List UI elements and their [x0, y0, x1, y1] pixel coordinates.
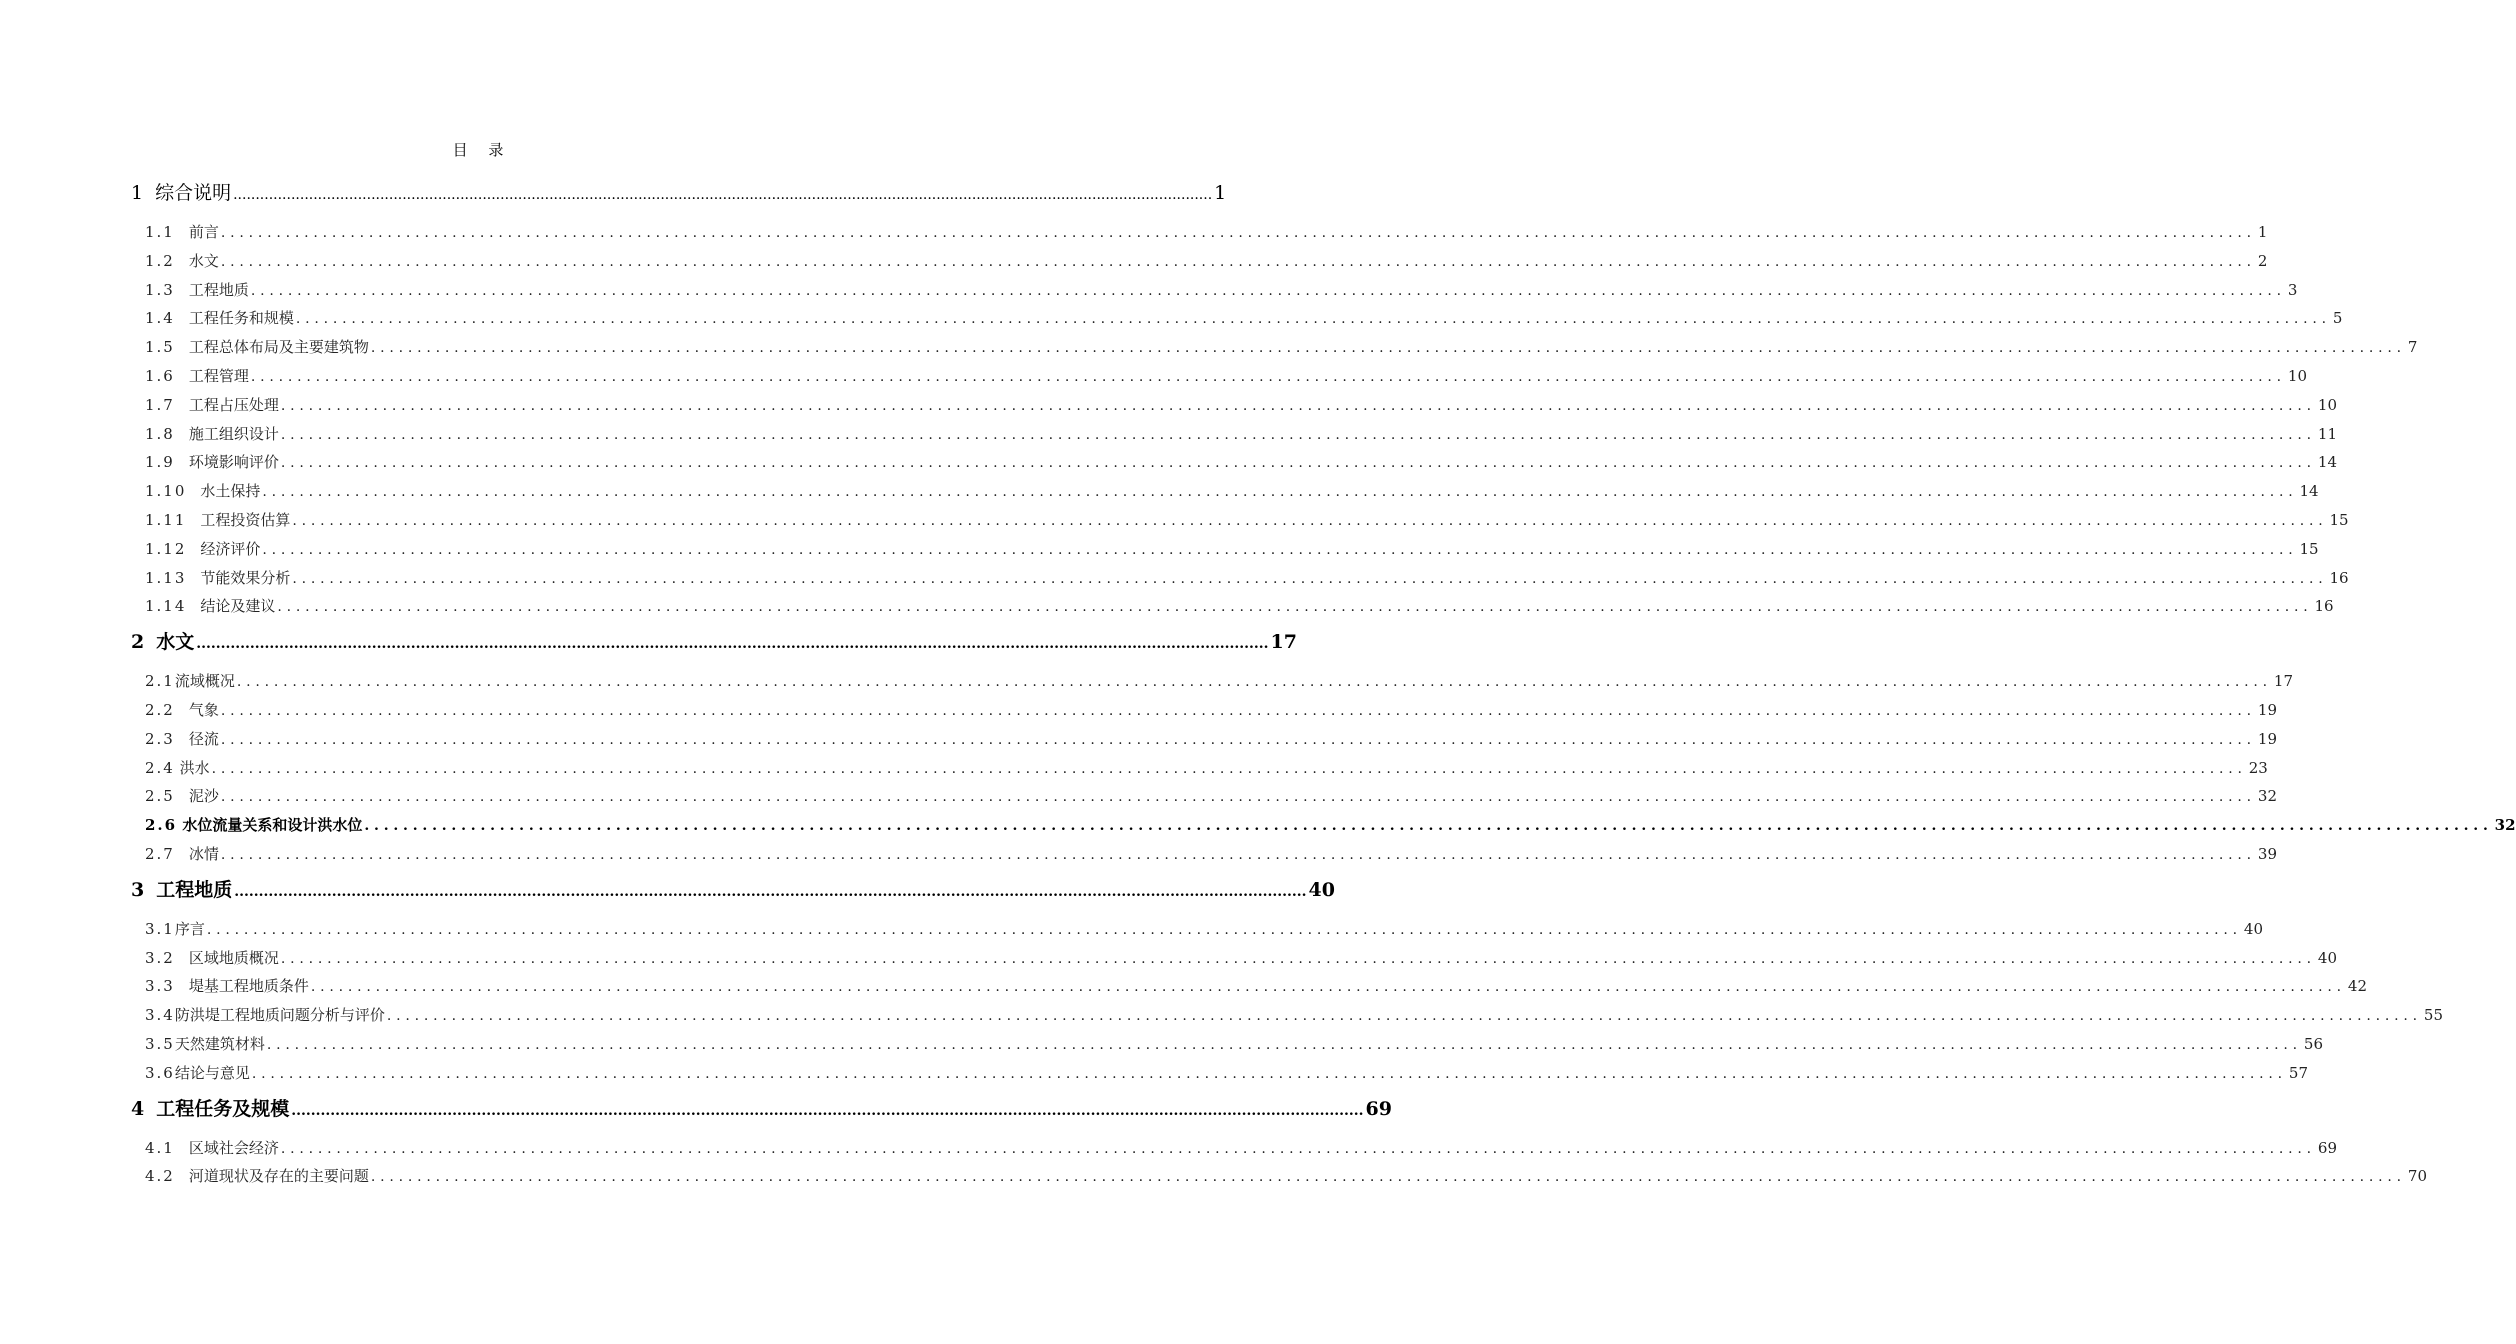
dot-leader: ............................................................................................................................................................................................................................ — [280, 950, 2316, 967]
toc-entry-number: 1.13 — [145, 568, 187, 587]
toc-entry-number: 1.1 — [145, 223, 175, 241]
toc-entry-label — [145, 477, 260, 506]
toc-entry-page-number: 3 — [2287, 280, 2298, 299]
toc-entry-number: 4.2 — [145, 1167, 175, 1186]
toc-section-entry[interactable] — [131, 696, 2278, 725]
toc-section-entry[interactable] — [131, 362, 2308, 391]
toc-entry-number: 1.5 — [145, 338, 175, 357]
toc-section-entry[interactable] — [131, 218, 2268, 247]
toc-chapter-entry[interactable] — [131, 871, 1335, 909]
toc-entry-label — [145, 915, 205, 944]
dot-leader: ............................................................................................................................................................................................................................ — [370, 340, 2406, 357]
toc-entry-number: 2.7 — [145, 844, 175, 863]
toc-entry-title: 水土保持 — [200, 482, 261, 501]
toc-entry-label — [145, 1059, 250, 1088]
toc-entry-page-number: 19 — [2257, 700, 2278, 719]
toc-section-entry[interactable] — [131, 448, 2338, 477]
toc-entry-title: 径流 — [188, 729, 219, 748]
toc-entry-number: 2.3 — [145, 729, 175, 748]
toc-entry-label — [145, 840, 219, 869]
toc-entry-title: 前言 — [188, 223, 219, 241]
toc-entry-number: 3.5 — [145, 1034, 175, 1053]
toc-entry-number: 1.10 — [145, 482, 187, 501]
toc-section-entry[interactable] — [131, 592, 2334, 621]
toc-entry-number: 2 — [131, 631, 145, 654]
dot-leader: ............................................................................................................................................................................................................................ — [206, 921, 2242, 938]
toc-section-entry[interactable] — [131, 667, 2294, 696]
toc-entry-label — [131, 871, 232, 909]
toc-entry-label — [145, 1001, 385, 1030]
toc-entry-label — [145, 667, 235, 696]
table-of-contents — [131, 172, 2516, 1191]
toc-entry-label — [145, 362, 249, 391]
toc-section-entry[interactable] — [131, 333, 2418, 362]
toc-entry-number: 1.2 — [145, 251, 175, 270]
toc-entry-number: 2.6 — [145, 816, 178, 835]
dot-leader: ............................................................................................................................................................................................................................ — [295, 311, 2331, 328]
toc-entry-title: 工程占压处理 — [188, 395, 279, 414]
toc-entry-page-number: 55 — [2423, 1006, 2444, 1025]
dot-leader: ............................................................................................................................................................................................................................ — [262, 484, 2298, 501]
toc-chapter-entry[interactable] — [131, 174, 1227, 212]
toc-title: 目 录 — [452, 141, 512, 159]
toc-entry-page-number: 40 — [2243, 919, 2264, 938]
toc-entry-number: 4 — [131, 1097, 145, 1120]
toc-entry-number: 3.4 — [145, 1006, 175, 1025]
toc-entry-page-number: 70 — [2407, 1167, 2428, 1186]
dot-leader: ............................................................................................................................................................................................................................ — [233, 187, 1213, 203]
toc-entry-title: 气象 — [188, 700, 219, 719]
dot-leader: ............................................................................................................................................................................................................................ — [370, 1169, 2406, 1186]
toc-section-entry[interactable] — [131, 782, 2278, 811]
toc-entry-page-number: 23 — [2248, 758, 2268, 777]
dot-leader: ............................................................................................................................................................................................................................ — [236, 674, 2272, 691]
toc-entry-page-number: 14 — [2299, 482, 2319, 501]
toc-entry-page-number: 5 — [2332, 309, 2343, 328]
dot-leader: ............................................................................................................................................................................................................................ — [220, 731, 2256, 748]
toc-entry-title: 洪水 — [179, 758, 210, 777]
toc-entry-title: 工程总体布局及主要建筑物 — [188, 338, 369, 357]
toc-entry-label — [145, 218, 219, 247]
toc-entry-label — [145, 535, 260, 564]
toc-entry-title: 工程地质 — [156, 878, 233, 901]
toc-entry-number: 1.7 — [145, 395, 175, 414]
toc-entry-page-number: 40 — [2317, 948, 2338, 967]
dot-leader: ............................................................................................................................................................................................................................ — [251, 1065, 2287, 1082]
toc-entry-label — [145, 696, 219, 725]
toc-entry-title: 水位流量关系和设计洪水位 — [182, 816, 363, 835]
toc-entry-label — [145, 972, 309, 1001]
toc-entry-page-number: 40 — [1308, 878, 1335, 901]
toc-entry-title: 堤基工程地质条件 — [188, 977, 309, 996]
toc-entry-number: 1.12 — [145, 539, 187, 558]
toc-chapter-entry[interactable] — [131, 1090, 1392, 1128]
toc-entry-page-number: 39 — [2257, 844, 2278, 863]
toc-entry-page-number: 1 — [1214, 182, 1227, 204]
toc-entry-number: 3 — [131, 878, 145, 901]
toc-entry-number: 2.2 — [145, 700, 175, 719]
toc-entry-label — [131, 623, 194, 661]
toc-entry-number: 2.5 — [145, 787, 175, 806]
toc-section-entry[interactable] — [131, 1162, 2428, 1191]
toc-section-entry[interactable] — [131, 1030, 2324, 1059]
dot-leader: ............................................................................................................................................................................................................................ — [220, 253, 2256, 270]
toc-entry-page-number: 11 — [2317, 424, 2338, 443]
toc-entry-label — [145, 333, 369, 362]
dot-leader: ............................................................................................................................................................................................................................ — [292, 570, 2328, 587]
toc-entry-title: 工程投资估算 — [200, 510, 291, 529]
toc-entry-title: 节能效果分析 — [200, 568, 291, 587]
toc-entry-title: 冰情 — [188, 844, 219, 863]
toc-entry-page-number: 19 — [2257, 729, 2278, 748]
toc-entry-label — [145, 754, 210, 783]
toc-entry-number: 3.2 — [145, 948, 175, 967]
toc-entry-label — [145, 391, 279, 420]
toc-entry-title: 施工组织设计 — [188, 424, 279, 443]
toc-entry-label — [131, 1090, 289, 1128]
toc-entry-number: 3.6 — [145, 1063, 175, 1082]
toc-entry-number: 3.1 — [145, 919, 175, 938]
toc-section-entry[interactable] — [131, 811, 2516, 840]
toc-entry-page-number: 2 — [2257, 251, 2268, 270]
toc-entry-title: 工程任务和规模 — [188, 309, 294, 328]
dot-leader: ............................................................................................................................................................................................................................ — [220, 225, 2256, 241]
dot-leader: ............................................................................................................................................................................................................................ — [250, 368, 2286, 385]
dot-leader: ............................................................................................................................................................................................................................ — [292, 512, 2328, 529]
toc-section-entry[interactable] — [131, 276, 2298, 305]
toc-entry-page-number: 15 — [2299, 539, 2319, 558]
dot-leader: ............................................................................................................................................................................................................................ — [220, 846, 2256, 863]
toc-entry-title: 区域社会经济 — [188, 1138, 279, 1157]
toc-entry-page-number: 1 — [2257, 223, 2268, 241]
dot-leader: ............................................................................................................................................................................................................................ — [220, 789, 2256, 806]
toc-entry-title: 流域概况 — [174, 672, 235, 691]
toc-entry-title: 工程任务及规模 — [156, 1097, 290, 1120]
toc-entry-page-number: 14 — [2317, 453, 2338, 472]
toc-entry-title: 区域地质概况 — [188, 948, 279, 967]
toc-entry-label — [145, 725, 219, 754]
toc-entry-number: 2.1 — [145, 672, 175, 691]
toc-entry-page-number: 10 — [2287, 366, 2308, 385]
toc-entry-title: 环境影响评价 — [188, 453, 279, 472]
toc-section-entry[interactable] — [131, 915, 2264, 944]
toc-entry-page-number: 16 — [2329, 568, 2349, 587]
toc-entry-page-number: 15 — [2329, 510, 2349, 529]
toc-section-entry[interactable] — [131, 304, 2343, 333]
toc-entry-label — [145, 420, 279, 449]
toc-entry-label — [145, 1030, 265, 1059]
toc-section-entry[interactable] — [131, 1001, 2444, 1030]
dot-leader: ............................................................................................................................................................................................................................ — [262, 541, 2298, 558]
toc-entry-title: 泥沙 — [188, 787, 219, 806]
dot-leader: ............................................................................................................................................................................................................................ — [280, 426, 2316, 443]
toc-entry-label — [145, 1134, 279, 1163]
toc-entry-title: 防洪堤工程地质问题分析与评价 — [174, 1006, 385, 1025]
toc-section-entry[interactable] — [131, 247, 2268, 276]
toc-entry-label — [145, 448, 279, 477]
toc-entry-label — [145, 782, 219, 811]
dot-leader: ............................................................................................................................................................................................................................ — [196, 636, 1269, 653]
toc-entry-page-number: 56 — [2303, 1034, 2324, 1053]
toc-entry-label — [145, 1162, 369, 1191]
toc-section-entry[interactable] — [131, 535, 2319, 564]
toc-entry-number: 3.3 — [145, 977, 175, 996]
toc-entry-page-number: 32 — [2257, 787, 2278, 806]
toc-section-entry[interactable] — [131, 972, 2368, 1001]
dot-leader: ............................................................................................................................................................................................................................ — [220, 702, 2256, 719]
toc-entry-label — [145, 564, 290, 593]
toc-section-entry[interactable] — [131, 754, 2268, 783]
toc-entry-number: 1.9 — [145, 453, 175, 472]
toc-entry-page-number: 57 — [2288, 1063, 2309, 1082]
dot-leader: ............................................................................................................................................................................................................................ — [280, 397, 2316, 414]
toc-entry-page-number: 7 — [2407, 338, 2418, 357]
toc-entry-label — [145, 506, 290, 535]
toc-section-entry[interactable] — [131, 1134, 2338, 1163]
dot-leader: ............................................................................................................................................................................................................................ — [277, 599, 2313, 616]
dot-leader: ............................................................................................................................................................................................................................ — [310, 979, 2346, 996]
toc-entry-number: 1.6 — [145, 366, 175, 385]
toc-entry-page-number: 69 — [1365, 1097, 1392, 1120]
toc-entry-label — [145, 944, 279, 973]
toc-entry-page-number: 16 — [2314, 597, 2334, 616]
toc-entry-page-number: 32 — [2494, 816, 2516, 835]
toc-section-entry[interactable] — [131, 944, 2338, 973]
dot-leader: ............................................................................................................................................................................................................................ — [250, 282, 2286, 299]
toc-section-entry[interactable] — [131, 564, 2349, 593]
toc-section-entry[interactable] — [131, 506, 2349, 535]
dot-leader: ............................................................................................................................................................................................................................ — [280, 1140, 2316, 1157]
toc-entry-title: 工程地质 — [188, 280, 249, 299]
toc-entry-title: 工程管理 — [188, 366, 249, 385]
toc-entry-label — [145, 811, 362, 840]
toc-entry-page-number: 69 — [2317, 1138, 2338, 1157]
dot-leader: ............................................................................................................................................................................................................................ — [291, 1102, 1364, 1119]
toc-entry-title: 水文 — [188, 251, 219, 270]
dot-leader: ............................................................................................................................................................................................................................ — [234, 883, 1307, 900]
toc-section-entry[interactable] — [131, 1059, 2309, 1088]
toc-entry-label — [131, 174, 231, 212]
toc-entry-label — [145, 592, 275, 621]
toc-entry-label — [145, 276, 249, 305]
dot-leader: ............................................................................................................................................................................................................................ — [211, 760, 2247, 777]
toc-entry-number: 1.8 — [145, 424, 175, 443]
toc-entry-number: 1.14 — [145, 597, 187, 616]
toc-section-entry[interactable] — [131, 477, 2319, 506]
toc-entry-number: 1.11 — [145, 510, 187, 529]
toc-entry-title: 水文 — [156, 631, 195, 654]
toc-section-entry[interactable] — [131, 420, 2338, 449]
toc-entry-title: 结论与意见 — [174, 1063, 250, 1082]
dot-leader: ............................................................................................................................................................................................................................ — [266, 1036, 2302, 1053]
toc-entry-title: 序言 — [174, 919, 205, 938]
toc-chapter-entry[interactable] — [131, 623, 1297, 661]
toc-section-entry[interactable] — [131, 840, 2278, 869]
toc-entry-number: 2.4 — [145, 758, 175, 777]
toc-entry-label — [145, 304, 294, 333]
toc-section-entry[interactable] — [131, 725, 2278, 754]
dot-leader: ............................................................................................................................................................................................................................ — [386, 1008, 2422, 1025]
toc-entry-number: 1.3 — [145, 280, 175, 299]
toc-entry-number: 4.1 — [145, 1138, 175, 1157]
toc-entry-title: 结论及建议 — [200, 597, 276, 616]
toc-entry-title: 综合说明 — [155, 182, 232, 204]
toc-entry-page-number: 10 — [2317, 395, 2338, 414]
toc-entry-title: 经济评价 — [200, 539, 261, 558]
toc-section-entry[interactable] — [131, 391, 2338, 420]
dot-leader: ............................................................................................................................................................................................................................ — [364, 818, 2493, 835]
toc-entry-title: 天然建筑材料 — [174, 1034, 265, 1053]
toc-entry-page-number: 17 — [2273, 672, 2294, 691]
toc-entry-label — [145, 247, 219, 276]
toc-entry-title: 河道现状及存在的主要问题 — [188, 1167, 369, 1186]
dot-leader: ............................................................................................................................................................................................................................ — [280, 455, 2316, 472]
toc-entry-page-number: 42 — [2347, 977, 2368, 996]
toc-entry-page-number: 17 — [1270, 631, 1297, 654]
toc-entry-number: 1.4 — [145, 309, 175, 328]
toc-entry-number: 1 — [131, 182, 144, 204]
